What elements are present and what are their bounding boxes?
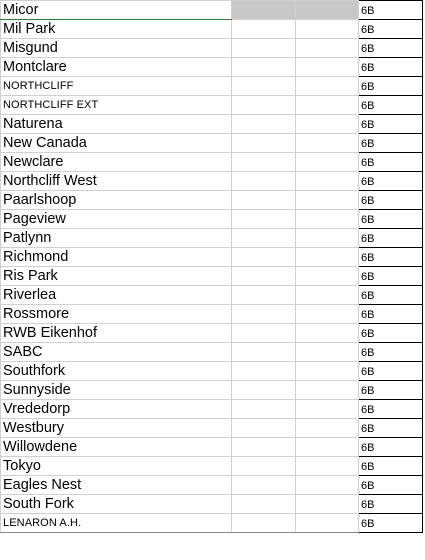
- table-row: [1, 153, 423, 172]
- empty-cell[interactable]: [232, 286, 296, 305]
- empty-cell[interactable]: [232, 457, 296, 476]
- empty-cell[interactable]: [296, 172, 359, 191]
- table-row: [1, 115, 423, 134]
- empty-cell[interactable]: [296, 286, 359, 305]
- table-row: [1, 77, 423, 96]
- code-cell[interactable]: 6B: [359, 438, 423, 457]
- table-row: [1, 362, 423, 381]
- suburb-cell[interactable]: LENARON A.H.: [1, 514, 232, 533]
- table-row: [1, 1, 423, 20]
- empty-cell[interactable]: [232, 191, 296, 210]
- suburb-cell[interactable]: Southfork: [1, 362, 232, 381]
- empty-cell[interactable]: [296, 476, 359, 495]
- empty-cell[interactable]: [296, 96, 359, 115]
- empty-cell[interactable]: [296, 305, 359, 324]
- empty-cell[interactable]: [296, 77, 359, 96]
- suburb-cell[interactable]: Rossmore: [1, 305, 232, 324]
- code-cell[interactable]: 6B: [359, 115, 423, 134]
- table-row: [1, 20, 423, 39]
- empty-cell[interactable]: [232, 115, 296, 134]
- suburb-cell[interactable]: Riverlea: [1, 286, 232, 305]
- table-row: [1, 419, 423, 438]
- suburb-cell[interactable]: RWB Eikenhof: [1, 324, 232, 343]
- empty-cell[interactable]: [296, 1, 359, 20]
- table-row: [1, 305, 423, 324]
- code-cell[interactable]: 6B: [359, 191, 423, 210]
- empty-cell[interactable]: [232, 438, 296, 457]
- empty-cell[interactable]: [296, 191, 359, 210]
- code-cell[interactable]: 6B: [359, 419, 423, 438]
- code-cell[interactable]: 6B: [359, 39, 423, 58]
- suburb-cell[interactable]: Tokyo: [1, 457, 232, 476]
- table-row: [1, 495, 423, 514]
- empty-cell[interactable]: [232, 343, 296, 362]
- empty-cell[interactable]: [296, 324, 359, 343]
- empty-cell[interactable]: [296, 438, 359, 457]
- empty-cell[interactable]: [296, 20, 359, 39]
- table-row: [1, 229, 423, 248]
- empty-cell[interactable]: [232, 96, 296, 115]
- suburb-cell[interactable]: Eagles Nest: [1, 476, 232, 495]
- code-cell[interactable]: 6B: [359, 58, 423, 77]
- table-row: [1, 267, 423, 286]
- empty-cell[interactable]: [232, 419, 296, 438]
- empty-cell[interactable]: [232, 324, 296, 343]
- code-cell[interactable]: 6B: [359, 476, 423, 495]
- code-cell[interactable]: 6B: [359, 134, 423, 153]
- suburb-cell[interactable]: Patlynn: [1, 229, 232, 248]
- empty-cell[interactable]: [232, 362, 296, 381]
- suburb-cell[interactable]: Vrededorp: [1, 400, 232, 419]
- code-cell[interactable]: 6B: [359, 96, 423, 115]
- empty-cell[interactable]: [296, 134, 359, 153]
- suburb-cell[interactable]: Montclare: [1, 58, 232, 77]
- code-cell[interactable]: 6B: [359, 210, 423, 229]
- table-row: [1, 343, 423, 362]
- empty-cell[interactable]: [296, 457, 359, 476]
- table-row: [1, 210, 423, 229]
- empty-cell[interactable]: [296, 248, 359, 267]
- code-cell[interactable]: 6B: [359, 381, 423, 400]
- empty-cell[interactable]: [296, 400, 359, 419]
- table-row: [1, 381, 423, 400]
- suburb-cell[interactable]: Micor: [1, 1, 232, 20]
- suburb-cell[interactable]: Newclare: [1, 153, 232, 172]
- suburb-cell[interactable]: Paarlshoop: [1, 191, 232, 210]
- empty-cell[interactable]: [232, 172, 296, 191]
- suburb-cell[interactable]: SABC: [1, 343, 232, 362]
- code-cell[interactable]: 6B: [359, 20, 423, 39]
- empty-cell[interactable]: [296, 362, 359, 381]
- code-cell[interactable]: 6B: [359, 153, 423, 172]
- empty-cell[interactable]: [232, 476, 296, 495]
- code-cell[interactable]: 6B: [359, 305, 423, 324]
- suburb-cell[interactable]: Northcliff West: [1, 172, 232, 191]
- empty-cell[interactable]: [232, 229, 296, 248]
- table-row: [1, 39, 423, 58]
- empty-cell[interactable]: [296, 419, 359, 438]
- table-row: [1, 96, 423, 115]
- empty-cell[interactable]: [296, 495, 359, 514]
- suburb-cell[interactable]: Willowdene: [1, 438, 232, 457]
- table-row: [1, 172, 423, 191]
- empty-cell[interactable]: [296, 153, 359, 172]
- empty-cell[interactable]: [296, 229, 359, 248]
- empty-cell[interactable]: [232, 77, 296, 96]
- suburb-cell[interactable]: NORTHCLIFF EXT: [1, 96, 232, 115]
- empty-cell[interactable]: [232, 134, 296, 153]
- suburb-cell[interactable]: Misgund: [1, 39, 232, 58]
- code-cell[interactable]: 6B: [359, 457, 423, 476]
- empty-cell[interactable]: [232, 39, 296, 58]
- table-row: [1, 58, 423, 77]
- code-cell[interactable]: 6B: [359, 229, 423, 248]
- table-row: [1, 191, 423, 210]
- table-row: [1, 248, 423, 267]
- empty-cell[interactable]: [232, 495, 296, 514]
- table-row: [1, 324, 423, 343]
- code-cell[interactable]: 6B: [359, 400, 423, 419]
- empty-cell[interactable]: [296, 39, 359, 58]
- suburb-cell[interactable]: New Canada: [1, 134, 232, 153]
- empty-cell[interactable]: [232, 400, 296, 419]
- suburb-cell[interactable]: Ris Park: [1, 267, 232, 286]
- suburb-cell[interactable]: Pageview: [1, 210, 232, 229]
- code-cell[interactable]: 6B: [359, 248, 423, 267]
- table-row: [1, 457, 423, 476]
- empty-cell[interactable]: [296, 210, 359, 229]
- empty-cell[interactable]: [232, 153, 296, 172]
- code-cell[interactable]: 6B: [359, 77, 423, 96]
- table-row: [1, 400, 423, 419]
- empty-cell[interactable]: [232, 514, 296, 533]
- suburb-cell[interactable]: Sunnyside: [1, 381, 232, 400]
- code-cell[interactable]: 6B: [359, 362, 423, 381]
- empty-cell[interactable]: [232, 381, 296, 400]
- suburb-cell[interactable]: Westbury: [1, 419, 232, 438]
- table-row: [1, 286, 423, 305]
- code-cell[interactable]: 6B: [359, 286, 423, 305]
- empty-cell[interactable]: [232, 20, 296, 39]
- empty-cell[interactable]: [296, 267, 359, 286]
- empty-cell[interactable]: [232, 210, 296, 229]
- code-cell[interactable]: 6B: [359, 343, 423, 362]
- code-cell[interactable]: 6B: [359, 172, 423, 191]
- empty-cell[interactable]: [296, 514, 359, 533]
- code-cell[interactable]: 6B: [359, 267, 423, 286]
- suburb-cell[interactable]: NORTHCLIFF: [1, 77, 232, 96]
- suburb-cell[interactable]: Richmond: [1, 248, 232, 267]
- code-cell[interactable]: 6B: [359, 495, 423, 514]
- empty-cell[interactable]: [232, 267, 296, 286]
- code-cell[interactable]: 6B: [359, 514, 423, 533]
- suburb-cell[interactable]: Naturena: [1, 115, 232, 134]
- empty-cell[interactable]: [296, 343, 359, 362]
- suburb-cell[interactable]: Mil Park: [1, 20, 232, 39]
- empty-cell[interactable]: [296, 115, 359, 134]
- empty-cell[interactable]: [296, 381, 359, 400]
- table-row: [1, 438, 423, 457]
- table-row: [1, 134, 423, 153]
- empty-cell[interactable]: [232, 305, 296, 324]
- empty-cell[interactable]: [232, 248, 296, 267]
- suburb-cell[interactable]: South Fork: [1, 495, 232, 514]
- code-cell[interactable]: 6B: [359, 1, 423, 20]
- table-row: [1, 514, 423, 533]
- empty-cell[interactable]: [232, 1, 296, 20]
- empty-cell[interactable]: [296, 58, 359, 77]
- code-cell[interactable]: 6B: [359, 324, 423, 343]
- table-row: [1, 476, 423, 495]
- empty-cell[interactable]: [232, 58, 296, 77]
